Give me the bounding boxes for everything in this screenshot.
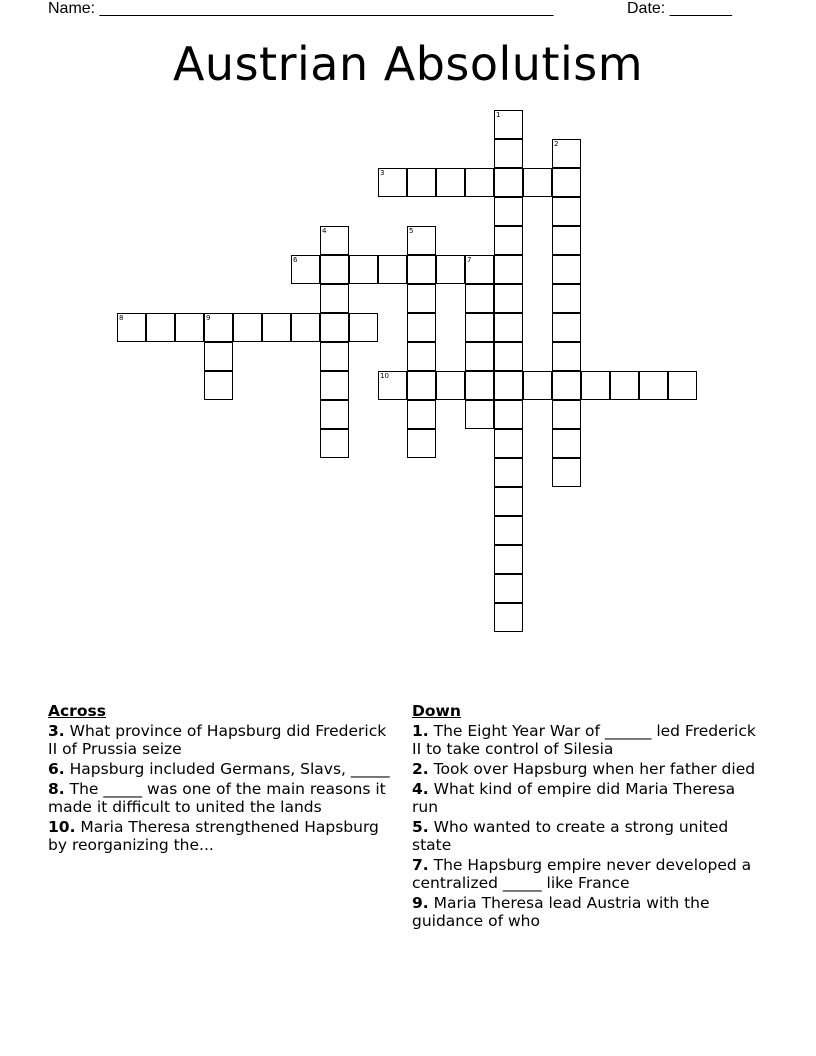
crossword-cell[interactable] bbox=[407, 429, 436, 458]
crossword-cell[interactable] bbox=[407, 255, 436, 284]
clue-down-4 bbox=[412, 780, 762, 816]
crossword-cell[interactable] bbox=[552, 342, 581, 371]
cell-number: 1 bbox=[496, 111, 501, 119]
clue-down-9 bbox=[412, 894, 762, 930]
crossword-cell[interactable] bbox=[552, 255, 581, 284]
crossword-cell[interactable] bbox=[320, 371, 349, 400]
crossword-cell[interactable] bbox=[668, 371, 697, 400]
name-field-label: Name: ___________________________________________________ bbox=[48, 0, 554, 17]
crossword-cell[interactable] bbox=[552, 458, 581, 487]
clue-across-8 bbox=[48, 780, 398, 816]
crossword-cell[interactable] bbox=[465, 284, 494, 313]
crossword-cell[interactable] bbox=[320, 342, 349, 371]
crossword-cell[interactable] bbox=[320, 400, 349, 429]
cell-number: 5 bbox=[409, 227, 414, 235]
crossword-cell[interactable] bbox=[349, 313, 378, 342]
clue-down-7 bbox=[412, 856, 762, 892]
crossword-cell[interactable] bbox=[494, 110, 523, 139]
crossword-cell[interactable] bbox=[523, 371, 552, 400]
crossword-cell[interactable] bbox=[523, 168, 552, 197]
crossword-cell[interactable] bbox=[175, 313, 204, 342]
clue-down-2 bbox=[412, 760, 762, 778]
clue-number: 2. bbox=[412, 760, 429, 778]
down-heading: Down bbox=[412, 702, 461, 720]
clue-across-6 bbox=[48, 760, 398, 778]
page-title: Austrian Absolutism bbox=[172, 37, 644, 91]
crossword-cell[interactable] bbox=[407, 284, 436, 313]
clue-text: Took over Hapsburg when her father died bbox=[433, 760, 756, 778]
clue-number: 7. bbox=[412, 856, 429, 874]
crossword-cell[interactable] bbox=[552, 226, 581, 255]
clue-text: The _____ was one of the main reasons it made it difficult to united the lands bbox=[48, 780, 386, 816]
across-heading: Across bbox=[48, 702, 106, 720]
crossword-cell[interactable] bbox=[407, 313, 436, 342]
crossword-cell[interactable] bbox=[552, 197, 581, 226]
down-clues bbox=[412, 702, 762, 932]
clue-text: Maria Theresa strengthened Hapsburg by reorganizing the... bbox=[48, 818, 379, 854]
clue-text: Hapsburg included Germans, Slavs, _____ bbox=[69, 760, 390, 778]
crossword-cell[interactable] bbox=[465, 342, 494, 371]
crossword-cell[interactable] bbox=[494, 545, 523, 574]
clue-across-3 bbox=[48, 722, 398, 758]
crossword-cell[interactable] bbox=[320, 226, 349, 255]
crossword-cell[interactable] bbox=[552, 313, 581, 342]
crossword-cell[interactable] bbox=[552, 284, 581, 313]
clue-number: 8. bbox=[48, 780, 65, 798]
crossword-cell[interactable] bbox=[494, 342, 523, 371]
clue-number: 9. bbox=[412, 894, 429, 912]
crossword-cell[interactable] bbox=[494, 574, 523, 603]
crossword-cell[interactable] bbox=[320, 313, 349, 342]
crossword-cell[interactable] bbox=[465, 371, 494, 400]
crossword-cell[interactable] bbox=[407, 226, 436, 255]
cell-number: 2 bbox=[554, 140, 559, 148]
crossword-cell[interactable] bbox=[291, 255, 320, 284]
cell-number: 6 bbox=[293, 256, 298, 264]
crossword-cell[interactable] bbox=[320, 429, 349, 458]
crossword-cell[interactable] bbox=[552, 139, 581, 168]
crossword-cell[interactable] bbox=[407, 400, 436, 429]
crossword-cell[interactable] bbox=[233, 313, 262, 342]
cell-number: 7 bbox=[467, 256, 472, 264]
crossword-cell[interactable] bbox=[552, 168, 581, 197]
crossword-cell[interactable] bbox=[494, 516, 523, 545]
clue-text: Who wanted to create a strong united state bbox=[412, 818, 729, 854]
crossword-cell[interactable] bbox=[494, 487, 523, 516]
clue-number: 4. bbox=[412, 780, 429, 798]
crossword-cell[interactable] bbox=[291, 313, 320, 342]
clue-number: 1. bbox=[412, 722, 429, 740]
cell-number: 9 bbox=[206, 314, 211, 322]
crossword-cell[interactable] bbox=[407, 371, 436, 400]
crossword-cell[interactable] bbox=[494, 226, 523, 255]
clue-number: 5. bbox=[412, 818, 429, 836]
date-field-label: Date: _______ bbox=[627, 0, 732, 17]
clue-text: What province of Hapsburg did Frederick II of Prussia seize bbox=[48, 722, 387, 758]
cell-number: 10 bbox=[380, 372, 389, 380]
crossword-cell[interactable] bbox=[378, 371, 407, 400]
crossword-cell[interactable] bbox=[407, 168, 436, 197]
cell-number: 4 bbox=[322, 227, 327, 235]
crossword-cell[interactable] bbox=[494, 255, 523, 284]
crossword-cell[interactable] bbox=[494, 429, 523, 458]
crossword-cell[interactable] bbox=[204, 342, 233, 371]
crossword-cell[interactable] bbox=[407, 342, 436, 371]
crossword-cell[interactable] bbox=[494, 197, 523, 226]
crossword-cell[interactable] bbox=[581, 371, 610, 400]
crossword-cell[interactable] bbox=[436, 168, 465, 197]
clue-text: Maria Theresa lead Austria with the guidance of who bbox=[412, 894, 710, 930]
crossword-cell[interactable] bbox=[494, 603, 523, 632]
crossword-cell[interactable] bbox=[204, 371, 233, 400]
crossword-cell[interactable] bbox=[262, 313, 291, 342]
crossword-cell[interactable] bbox=[146, 313, 175, 342]
crossword-cell[interactable] bbox=[378, 168, 407, 197]
crossword-cell[interactable] bbox=[465, 400, 494, 429]
crossword-cell[interactable] bbox=[378, 255, 407, 284]
cell-number: 8 bbox=[119, 314, 124, 322]
crossword-cell[interactable] bbox=[465, 313, 494, 342]
clue-number: 3. bbox=[48, 722, 65, 740]
crossword-cell[interactable] bbox=[465, 168, 494, 197]
crossword-cell[interactable] bbox=[204, 313, 233, 342]
crossword-cell[interactable] bbox=[610, 371, 639, 400]
clue-across-10 bbox=[48, 818, 398, 854]
crossword-cell[interactable] bbox=[465, 255, 494, 284]
clue-number: 10. bbox=[48, 818, 76, 836]
crossword-cell[interactable] bbox=[494, 139, 523, 168]
crossword-cell[interactable] bbox=[552, 400, 581, 429]
clue-text: What kind of empire did Maria Theresa run bbox=[412, 780, 736, 816]
crossword-cell[interactable] bbox=[552, 371, 581, 400]
crossword-cell[interactable] bbox=[436, 371, 465, 400]
crossword-cell[interactable] bbox=[494, 371, 523, 400]
crossword-cell[interactable] bbox=[349, 255, 378, 284]
crossword-cell[interactable] bbox=[639, 371, 668, 400]
crossword-cell[interactable] bbox=[494, 168, 523, 197]
cell-number: 3 bbox=[380, 169, 385, 177]
across-clues bbox=[48, 702, 398, 856]
clue-down-5 bbox=[412, 818, 762, 854]
crossword-cell[interactable] bbox=[552, 429, 581, 458]
crossword-cell[interactable] bbox=[494, 400, 523, 429]
crossword-cell[interactable] bbox=[320, 284, 349, 313]
crossword-cell[interactable] bbox=[494, 458, 523, 487]
clue-text: The Eight Year War of ______ led Frederick II to take control of Silesia bbox=[412, 722, 756, 758]
clue-text: The Hapsburg empire never developed a centralized _____ like France bbox=[412, 856, 752, 892]
crossword-cell[interactable] bbox=[494, 313, 523, 342]
clue-number: 6. bbox=[48, 760, 65, 778]
crossword-cell[interactable] bbox=[320, 255, 349, 284]
crossword-cell[interactable] bbox=[117, 313, 146, 342]
clue-down-1 bbox=[412, 722, 762, 758]
crossword-cell[interactable] bbox=[436, 255, 465, 284]
crossword-cell[interactable] bbox=[494, 284, 523, 313]
